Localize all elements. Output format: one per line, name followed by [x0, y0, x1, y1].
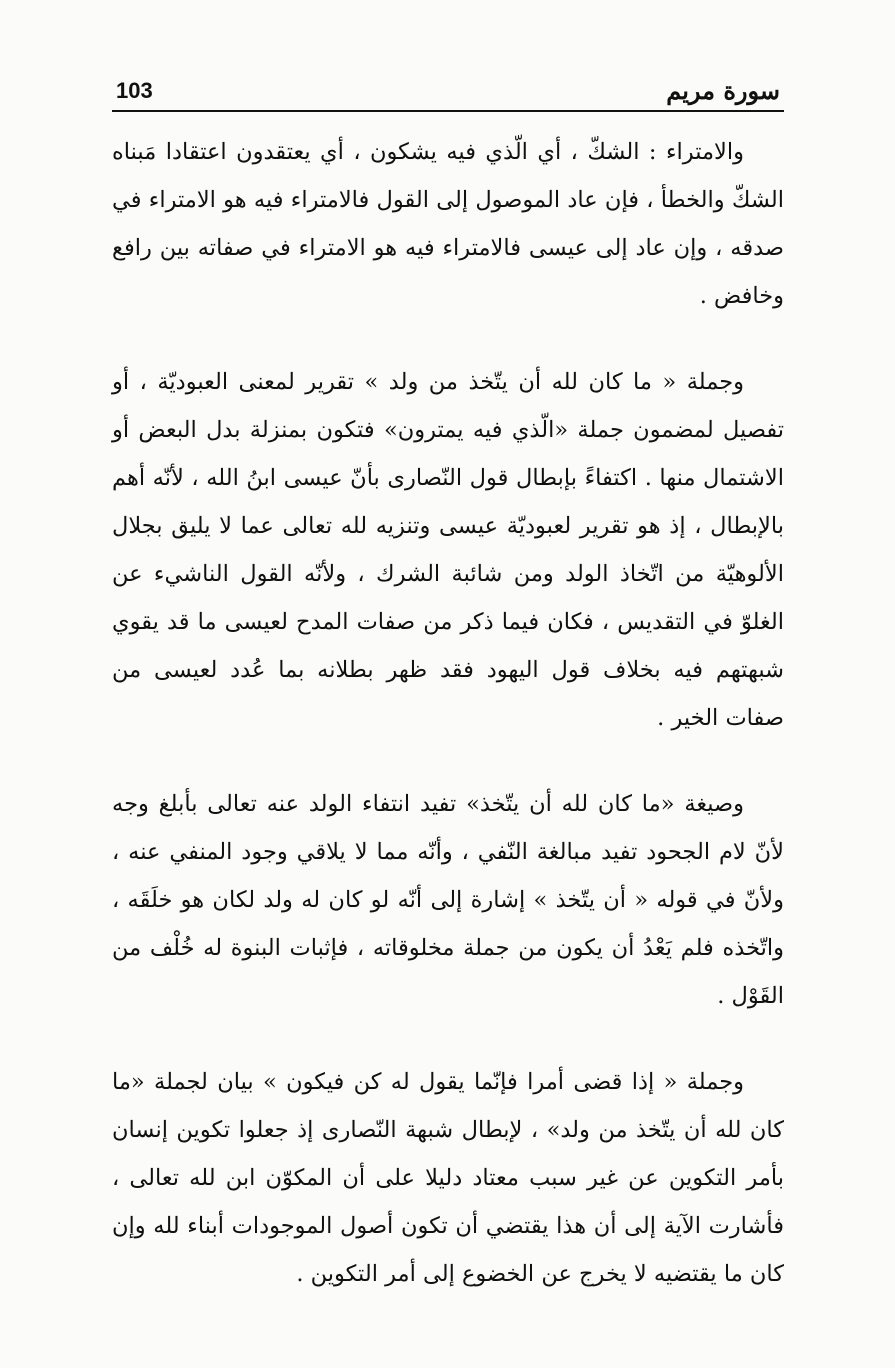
page-header: [112, 76, 784, 112]
paragraph-2: وجملة « ما كان لله أن يتّخذ من ولد » تقرير لمعنى العبوديّة ، أو تفصيل لمضمون جملة «الّذي فيه يمترون» فتكون بمنزلة بدل البعض أو الاشتمال منها . اكتفاءً بإبطال قول النّصارى بأنّ عيسى ابنُ الله ، لأنّه أهم بالإبطال ، إذ هو تقرير لعبوديّة عيسى وتنزيه لله تعالى عما لا يليق بجلال الألوهيّة من اتّخاذ الولد ومن شائبة الشرك ، ولأنّه القول الناشيء عن الغلوّ في التقديس ، فكان فيما ذكر من صفات المدح لعيسى ما قد يقوي شبهتهم فيه بخلاف قول اليهود فقد ظهر بطلانه بما عُدد لعيسى من صفات الخير .: [112, 369, 784, 731]
surah-title: سورة مريم: [666, 76, 780, 105]
page-body: [112, 128, 784, 1336]
paragraph-1: والامتراء : الشكّ ، أي الّذي فيه يشكون ، أي يعتقدون اعتقادا مَبناه الشكّ والخطأ ، فإن عاد الموصول إلى القول فالامتراء فيه هو الامتراء في صدقه ، وإن عاد إلى عيسى فالامتراء فيه هو الامتراء في صفاته بين رافع وخافض .: [112, 139, 784, 309]
page-number: 103: [116, 78, 153, 103]
paragraph-3: وصيغة «ما كان لله أن يتّخذ» تفيد انتفاء الولد عنه تعالى بأبلغ وجه لأنّ لام الجحود تفيد مبالغة النّفي ، وأنّه مما لا يلاقي وجود المنفي عنه ، ولأنّ في قوله « أن يتّخذ » إشارة إلى أنّه لو كان له ولد لكان هو خلَقَه ، واتّخذه فلم يَعْدُ أن يكون من جملة مخلوقاته ، فإثبات البنوة له خُلْف من القَوْل .: [112, 791, 784, 1009]
paragraph-4: وجملة « إذا قضى أمرا فإنّما يقول له كن فيكون » بيان لجملة «ما كان لله أن يتّخذ من ولد» ، لإبطال شبهة النّصارى إذ جعلوا تكوين إنسان بأمر التكوين عن غير سبب معتاد دليلا على أن المكوّن ابن لله تعالى ، فأشارت الآية إلى أن هذا يقتضي أن تكون أصول الموجودات أبناء لله وإن كان ما يقتضيه لا يخرج عن الخضوع إلى أمر التكوين .: [112, 1069, 784, 1287]
